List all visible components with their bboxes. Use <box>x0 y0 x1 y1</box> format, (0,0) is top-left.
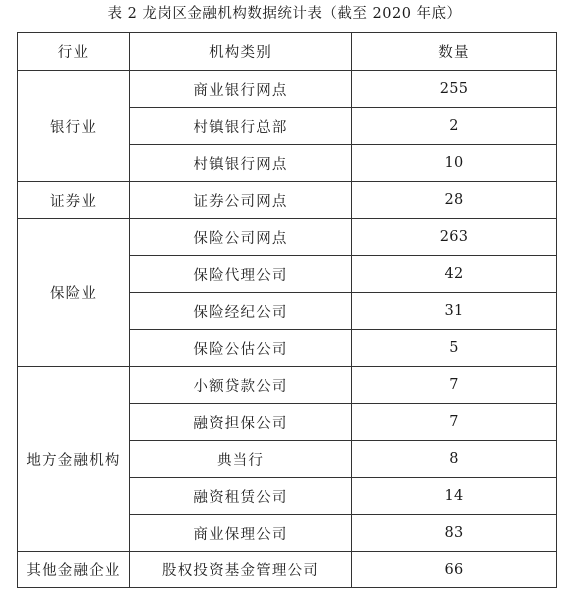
industry-cell: 地方金融机构 <box>18 367 130 552</box>
header-industry: 行业 <box>18 33 130 71</box>
count-cell: 28 <box>352 182 557 219</box>
header-count: 数量 <box>352 33 557 71</box>
count-cell: 42 <box>352 256 557 293</box>
category-cell: 典当行 <box>130 441 352 478</box>
table-row <box>18 552 557 588</box>
category-cell: 商业银行网点 <box>130 71 352 108</box>
count-cell: 5 <box>352 330 557 367</box>
table-caption: 表 2 龙岗区金融机构数据统计表（截至 2020 年底） <box>107 6 462 22</box>
category-cell: 保险经纪公司 <box>130 293 352 330</box>
category-cell: 证券公司网点 <box>130 182 352 219</box>
count-cell: 263 <box>352 219 557 256</box>
category-cell: 融资租赁公司 <box>130 478 352 515</box>
category-cell: 小额贷款公司 <box>130 367 352 404</box>
table-row <box>18 71 557 108</box>
table-row <box>18 219 557 256</box>
count-cell: 7 <box>352 404 557 441</box>
category-cell: 保险代理公司 <box>130 256 352 293</box>
financial-institutions-table <box>17 32 557 588</box>
count-cell: 83 <box>352 515 557 552</box>
table-row <box>18 367 557 404</box>
category-cell: 保险公司网点 <box>130 219 352 256</box>
industry-cell: 银行业 <box>18 71 130 182</box>
category-cell: 融资担保公司 <box>130 404 352 441</box>
category-cell: 商业保理公司 <box>130 515 352 552</box>
count-cell: 31 <box>352 293 557 330</box>
category-cell: 村镇银行网点 <box>130 145 352 182</box>
industry-cell: 保险业 <box>18 219 130 367</box>
count-cell: 8 <box>352 441 557 478</box>
industry-cell: 其他金融企业 <box>18 552 130 588</box>
industry-cell: 证券业 <box>18 182 130 219</box>
header-category: 机构类别 <box>130 33 352 71</box>
header-row <box>18 33 557 71</box>
count-cell: 255 <box>352 71 557 108</box>
category-cell: 村镇银行总部 <box>130 108 352 145</box>
count-cell: 66 <box>352 552 557 588</box>
category-cell: 股权投资基金管理公司 <box>130 552 352 588</box>
count-cell: 10 <box>352 145 557 182</box>
count-cell: 14 <box>352 478 557 515</box>
table-row <box>18 182 557 219</box>
category-cell: 保险公估公司 <box>130 330 352 367</box>
count-cell: 7 <box>352 367 557 404</box>
count-cell: 2 <box>352 108 557 145</box>
